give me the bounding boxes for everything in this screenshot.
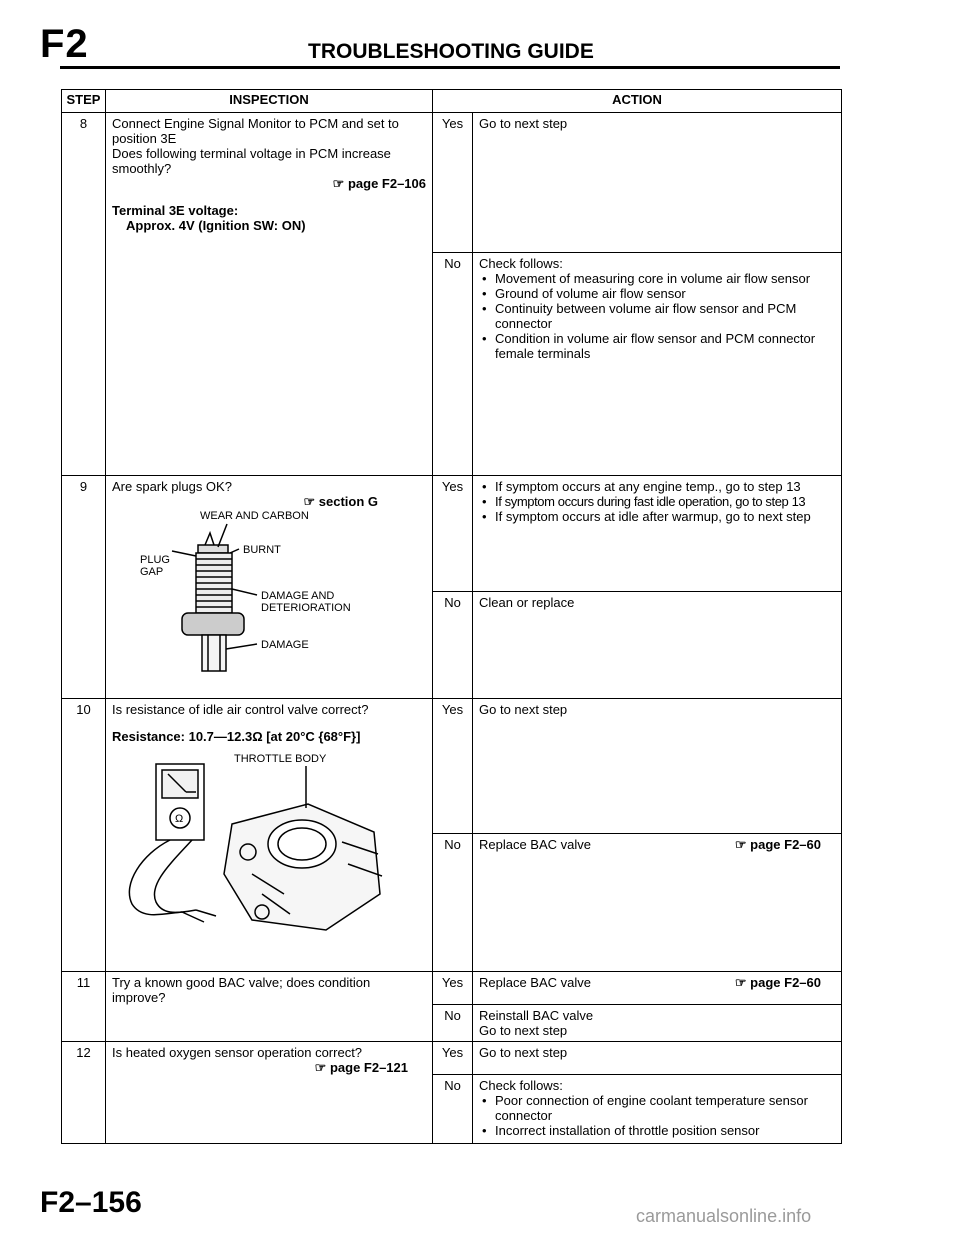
figure-label-gap: GAP	[140, 566, 164, 578]
figure-label-damage-and: DAMAGE AND	[261, 590, 335, 602]
step-number: 9	[62, 476, 106, 699]
list-item: • Ground of volume air flow sensor	[495, 286, 835, 301]
yes-label: Yes	[433, 972, 473, 1005]
page-number: F2–156	[40, 1186, 142, 1219]
step-number: 12	[62, 1042, 106, 1144]
list-item: • Continuity between volume air flow sensor and PCM connector	[495, 301, 835, 331]
watermark: carmanualsonline.info	[636, 1206, 812, 1226]
action-line: Go to next step	[479, 1023, 568, 1038]
yes-action	[473, 476, 842, 592]
yes-label: Yes	[433, 1042, 473, 1075]
reference-text: page F2–106	[347, 176, 426, 191]
table-row	[62, 476, 842, 592]
inspection-text: Connect Engine Signal Monitor to PCM and set to position 3E Does following terminal voltage in PCM increase smoothly?	[112, 116, 399, 176]
pointing-hand-icon: ☞	[303, 494, 316, 509]
resistance-spec: Resistance: 10.7—12.3Ω [at 20°C {68°F}]	[112, 729, 361, 744]
table-row	[62, 1042, 842, 1075]
inspection-header: INSPECTION	[106, 90, 433, 113]
no-action	[473, 1005, 842, 1042]
inspection-cell	[106, 1042, 433, 1144]
pointing-hand-icon: ☞	[332, 176, 345, 191]
pointing-hand-icon: ☞	[734, 975, 747, 990]
ohm-icon: Ω	[175, 813, 184, 825]
check-list	[479, 271, 835, 361]
no-label: No	[433, 591, 473, 698]
no-action	[473, 1075, 842, 1144]
figure-label-throttle-body: THROTTLE BODY	[234, 753, 327, 765]
pointing-hand-icon: ☞	[734, 837, 747, 853]
pointing-hand-icon: ☞	[314, 1060, 327, 1075]
spark-plug-figure	[112, 509, 412, 677]
list-item: • If symptom occurs at idle after warmup, go to next step	[495, 509, 835, 524]
spec-value: Approx. 4V (Ignition SW: ON)	[126, 218, 306, 233]
page-reference	[112, 1060, 426, 1075]
no-action	[473, 252, 842, 475]
reference-text: page F2–60	[750, 975, 821, 990]
action-line: Reinstall BAC valve	[479, 1008, 594, 1023]
table-row	[62, 113, 842, 253]
check-list	[479, 1093, 835, 1138]
list-item: • Movement of measuring core in volume air flow sensor	[495, 271, 835, 286]
action-text: Replace BAC valve	[479, 975, 591, 990]
troubleshooting-table	[61, 89, 842, 1144]
figure-label-deterioration: DETERIORATION	[261, 602, 351, 614]
step-number: 11	[62, 972, 106, 1042]
figure-label-burnt: BURNT	[243, 544, 281, 556]
page-reference	[112, 176, 426, 191]
yes-label: Yes	[433, 113, 473, 253]
yes-list	[479, 479, 835, 524]
figure-label-plug: PLUG	[140, 554, 170, 566]
step-number: 10	[62, 699, 106, 972]
inspection-text: Is resistance of idle air control valve correct?	[112, 702, 369, 717]
spec-title: Terminal 3E voltage:	[112, 203, 239, 218]
no-action: Clean or replace	[473, 591, 842, 698]
yes-action: Go to next step	[473, 699, 842, 834]
list-item: • If symptom occurs at any engine temp., go to step 13	[495, 479, 835, 494]
step-header: STEP	[62, 90, 106, 113]
section-code: F2	[40, 22, 89, 66]
page-reference	[735, 975, 821, 990]
no-label: No	[433, 1075, 473, 1144]
page-title: TROUBLESHOOTING GUIDE	[308, 40, 594, 63]
reference-text: page F2–121	[329, 1060, 408, 1075]
inspection-text: Are spark plugs OK?	[112, 479, 232, 494]
figure-label-damage: DAMAGE	[261, 639, 309, 651]
header-rule	[60, 66, 840, 69]
no-action	[473, 834, 842, 972]
list-item: • If symptom occurs during fast idle operation, go to step 13	[495, 494, 835, 509]
table-header-row	[62, 90, 842, 113]
action-text: Replace BAC valve	[479, 837, 591, 853]
inspection-cell	[106, 113, 433, 476]
inspection-cell	[106, 476, 433, 699]
no-label: No	[433, 1005, 473, 1042]
inspection-cell	[106, 699, 433, 972]
list-item: • Poor connection of engine coolant temperature sensor connector	[495, 1093, 835, 1123]
table-row	[62, 972, 842, 1005]
no-label: No	[433, 834, 473, 972]
table-row	[62, 699, 842, 834]
yes-action	[473, 972, 842, 1005]
page-reference	[735, 837, 821, 852]
inspection-text: Is heated oxygen sensor operation correct?	[112, 1045, 363, 1060]
step-number: 8	[62, 113, 106, 476]
no-label: No	[433, 252, 473, 475]
action-header: ACTION	[433, 90, 842, 113]
section-reference	[112, 494, 426, 509]
list-item: • Incorrect installation of throttle position sensor	[495, 1123, 835, 1138]
yes-action: Go to next step	[473, 1042, 842, 1075]
yes-label: Yes	[433, 476, 473, 592]
yes-action: Go to next step	[473, 113, 842, 253]
yes-label: Yes	[433, 699, 473, 834]
reference-text: page F2–60	[750, 837, 821, 853]
figure-label-wear: WEAR AND CARBON	[200, 510, 309, 522]
inspection-cell: Try a known good BAC valve; does condition improve?	[106, 972, 433, 1042]
reference-text: section G	[318, 494, 378, 509]
throttle-body-figure	[112, 744, 412, 944]
list-item: • Condition in volume air flow sensor and PCM connector female terminals	[495, 331, 835, 361]
check-follows-label: Check follows:	[479, 255, 563, 271]
check-follows-label: Check follows:	[479, 1078, 563, 1093]
